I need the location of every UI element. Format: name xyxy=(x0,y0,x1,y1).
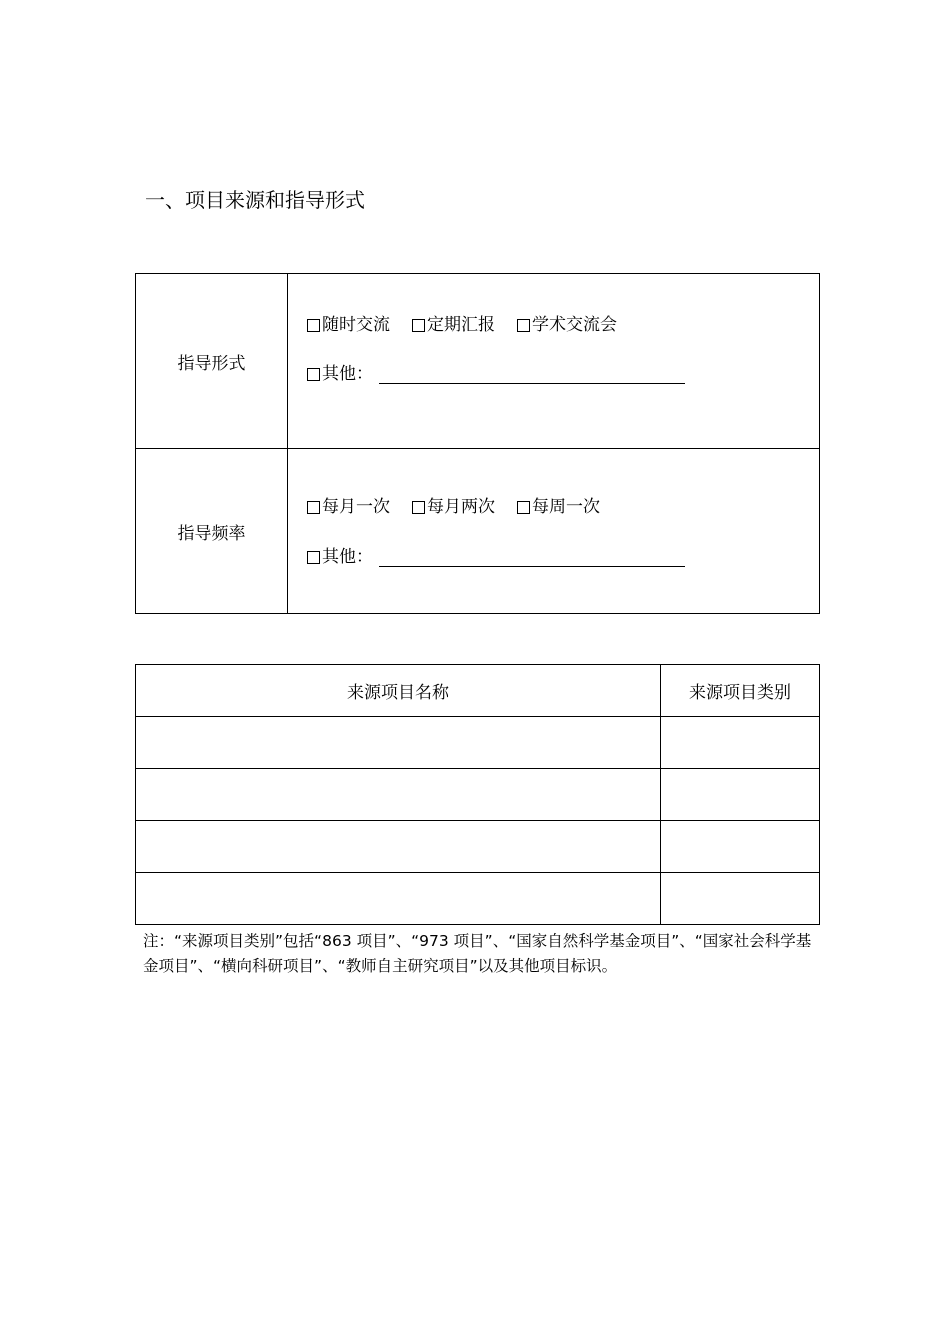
table-header-row xyxy=(136,665,820,717)
guidance-form-checkbox-line xyxy=(307,313,639,337)
guidance-frequency-options xyxy=(288,449,820,614)
cell-project-category[interactable] xyxy=(661,769,820,821)
other-blank-field[interactable] xyxy=(379,548,685,567)
option-label: 定期汇报 xyxy=(427,315,495,335)
guidance-form-label: 指导形式 xyxy=(136,274,288,449)
cell-project-category[interactable] xyxy=(661,821,820,873)
option-weekly-once[interactable] xyxy=(517,495,600,519)
checkbox-icon[interactable] xyxy=(412,501,425,514)
cell-project-name[interactable] xyxy=(136,873,661,925)
source-project-table xyxy=(135,664,820,925)
checkbox-icon[interactable] xyxy=(307,501,320,514)
table-row xyxy=(136,873,820,925)
option-monthly-twice[interactable] xyxy=(412,495,495,519)
guidance-frequency-other-line xyxy=(307,545,685,569)
header-project-category: 来源项目类别 xyxy=(661,665,820,717)
section-title: 一、项目来源和指导形式 xyxy=(145,188,365,212)
cell-project-name[interactable] xyxy=(136,821,661,873)
option-regular-report[interactable] xyxy=(412,313,495,337)
table-row xyxy=(136,821,820,873)
guidance-frequency-row xyxy=(136,449,820,614)
cell-project-name[interactable] xyxy=(136,769,661,821)
table-row xyxy=(136,717,820,769)
option-random-communication[interactable] xyxy=(307,313,390,337)
other-label: 其他： xyxy=(322,547,373,567)
header-project-name: 来源项目名称 xyxy=(136,665,661,717)
cell-project-name[interactable] xyxy=(136,717,661,769)
cell-project-category[interactable] xyxy=(661,717,820,769)
guidance-frequency-label: 指导频率 xyxy=(136,449,288,614)
checkbox-icon[interactable] xyxy=(412,319,425,332)
option-label: 随时交流 xyxy=(322,315,390,335)
checkbox-icon[interactable] xyxy=(307,551,320,564)
checkbox-icon[interactable] xyxy=(517,319,530,332)
guidance-table xyxy=(135,273,820,614)
other-blank-field[interactable] xyxy=(379,365,685,384)
guidance-form-options xyxy=(288,274,820,449)
checkbox-icon[interactable] xyxy=(307,319,320,332)
checkbox-icon[interactable] xyxy=(307,368,320,381)
option-label: 学术交流会 xyxy=(532,315,617,335)
checkbox-icon[interactable] xyxy=(517,501,530,514)
option-monthly-once[interactable] xyxy=(307,495,390,519)
option-label: 每月两次 xyxy=(427,497,495,517)
cell-project-category[interactable] xyxy=(661,873,820,925)
guidance-form-row xyxy=(136,274,820,449)
table-row xyxy=(136,769,820,821)
option-label: 每周一次 xyxy=(532,497,600,517)
guidance-frequency-checkbox-line xyxy=(307,495,622,519)
footnote: 注：“来源项目类别”包括“863 项目”、“973 项目”、“国家自然科学基金项目”、“国家社会科学基金项目”、“横向科研项目”、“教师自主研究项目”以及其他项目标识。 xyxy=(143,932,812,975)
option-academic-meeting[interactable] xyxy=(517,313,617,337)
option-label: 每月一次 xyxy=(322,497,390,517)
guidance-form-other-line xyxy=(307,362,685,386)
other-label: 其他： xyxy=(322,364,373,384)
